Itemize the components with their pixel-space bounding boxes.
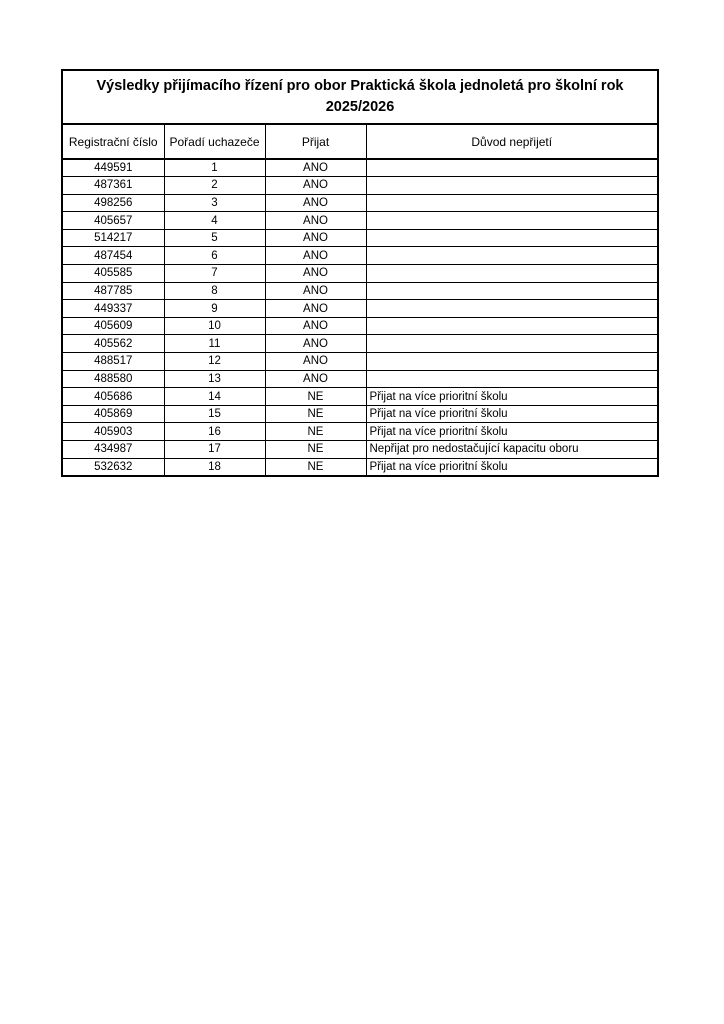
applicant-order-cell: 17 (164, 441, 265, 459)
table-row (62, 423, 658, 441)
registration-number-cell: 405585 (62, 265, 164, 283)
registration-number-cell: 405609 (62, 317, 164, 335)
rejection-reason-cell: Přijat na více prioritní školu (366, 405, 658, 423)
table-row (62, 441, 658, 459)
applicant-order-cell: 5 (164, 229, 265, 247)
accepted-cell: ANO (265, 265, 366, 283)
registration-number-cell: 405869 (62, 405, 164, 423)
accepted-cell: ANO (265, 370, 366, 388)
rejection-reason-cell (366, 229, 658, 247)
applicant-order-cell: 3 (164, 194, 265, 212)
table-row (62, 370, 658, 388)
rejection-reason-cell (366, 247, 658, 265)
rejection-reason-cell (366, 177, 658, 195)
rejection-reason-cell (366, 265, 658, 283)
applicant-order-cell: 2 (164, 177, 265, 195)
accepted-cell: NE (265, 405, 366, 423)
table-row (62, 458, 658, 476)
registration-number-cell: 487361 (62, 177, 164, 195)
registration-number-cell: 434987 (62, 441, 164, 459)
accepted-cell: ANO (265, 194, 366, 212)
accepted-cell: NE (265, 423, 366, 441)
rejection-reason-cell (366, 300, 658, 318)
table-row (62, 212, 658, 230)
applicant-order-cell: 9 (164, 300, 265, 318)
rejection-reason-cell (366, 212, 658, 230)
applicant-order-cell: 13 (164, 370, 265, 388)
title-row (62, 70, 658, 124)
header-applicant-order: Pořadí uchazeče (164, 124, 265, 159)
accepted-cell: ANO (265, 159, 366, 177)
accepted-cell: NE (265, 458, 366, 476)
rejection-reason-cell (366, 194, 658, 212)
registration-number-cell: 488517 (62, 353, 164, 371)
table-row (62, 388, 658, 406)
accepted-cell: ANO (265, 300, 366, 318)
registration-number-cell: 405562 (62, 335, 164, 353)
accepted-cell: ANO (265, 177, 366, 195)
applicant-order-cell: 14 (164, 388, 265, 406)
rejection-reason-cell: Přijat na více prioritní školu (366, 423, 658, 441)
applicant-order-cell: 6 (164, 247, 265, 265)
header-registration-number: Registrační číslo (62, 124, 164, 159)
rejection-reason-cell (366, 335, 658, 353)
applicant-order-cell: 1 (164, 159, 265, 177)
registration-number-cell: 498256 (62, 194, 164, 212)
registration-number-cell: 487785 (62, 282, 164, 300)
rejection-reason-cell (366, 282, 658, 300)
applicant-order-cell: 16 (164, 423, 265, 441)
applicant-order-cell: 11 (164, 335, 265, 353)
accepted-cell: ANO (265, 247, 366, 265)
accepted-cell: ANO (265, 317, 366, 335)
applicant-order-cell: 15 (164, 405, 265, 423)
results-table (61, 69, 659, 477)
table-row (62, 177, 658, 195)
registration-number-cell: 449591 (62, 159, 164, 177)
accepted-cell: ANO (265, 212, 366, 230)
rejection-reason-cell (366, 317, 658, 335)
table-row (62, 317, 658, 335)
table-row (62, 300, 658, 318)
header-rejection-reason: Důvod nepřijetí (366, 124, 658, 159)
header-row (62, 124, 658, 159)
applicant-order-cell: 7 (164, 265, 265, 283)
rejection-reason-cell: Přijat na více prioritní školu (366, 388, 658, 406)
registration-number-cell: 405903 (62, 423, 164, 441)
rejection-reason-cell: Nepřijat pro nedostačující kapacitu oboru (366, 441, 658, 459)
header-accepted: Přijat (265, 124, 366, 159)
table-row (62, 405, 658, 423)
table-row (62, 229, 658, 247)
rejection-reason-cell (366, 353, 658, 371)
registration-number-cell: 405657 (62, 212, 164, 230)
table-row (62, 353, 658, 371)
accepted-cell: ANO (265, 282, 366, 300)
applicant-order-cell: 12 (164, 353, 265, 371)
accepted-cell: ANO (265, 335, 366, 353)
table-row (62, 282, 658, 300)
registration-number-cell: 405686 (62, 388, 164, 406)
table-row (62, 335, 658, 353)
registration-number-cell: 532632 (62, 458, 164, 476)
table-row (62, 194, 658, 212)
applicant-order-cell: 4 (164, 212, 265, 230)
table-row (62, 247, 658, 265)
applicant-order-cell: 18 (164, 458, 265, 476)
registration-number-cell: 487454 (62, 247, 164, 265)
accepted-cell: ANO (265, 229, 366, 247)
rejection-reason-cell: Přijat na více prioritní školu (369, 460, 508, 473)
table-row (62, 265, 658, 283)
accepted-cell: NE (265, 441, 366, 459)
rejection-reason-cell (366, 159, 658, 177)
registration-number-cell: 488580 (62, 370, 164, 388)
table-body (62, 159, 658, 476)
applicant-order-cell: 8 (164, 282, 265, 300)
table-title: Výsledky přijímacího řízení pro obor Praktická škola jednoletá pro školní rok 2025/2026 (62, 70, 658, 124)
accepted-cell: ANO (265, 353, 366, 371)
accepted-cell: NE (265, 388, 366, 406)
rejection-reason-cell (366, 370, 658, 388)
registration-number-cell: 514217 (62, 229, 164, 247)
applicant-order-cell: 10 (164, 317, 265, 335)
registration-number-cell: 449337 (62, 300, 164, 318)
table-row (62, 159, 658, 177)
